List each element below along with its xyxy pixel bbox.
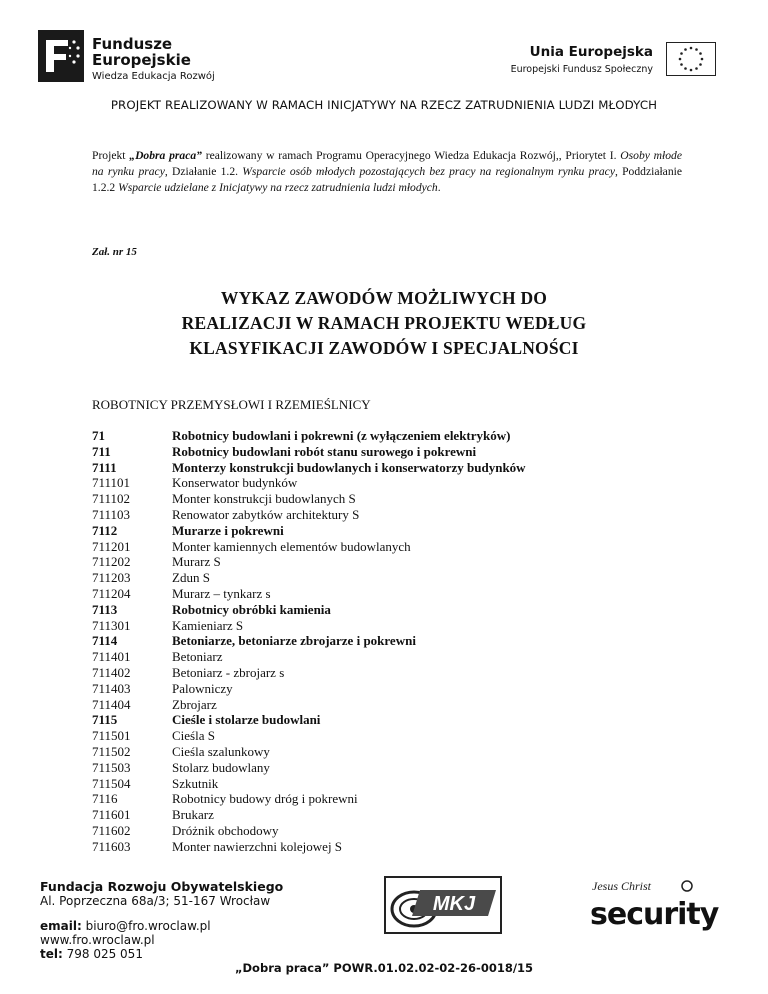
occupation-code: 7114 xyxy=(92,633,118,649)
project-name: „Dobra praca” xyxy=(129,149,202,162)
intro-text-6: , Poddziałanie 1.2.2 xyxy=(92,165,682,194)
occupation-row xyxy=(92,570,652,586)
occupation-row xyxy=(92,460,652,476)
occupation-code: 711501 xyxy=(92,728,131,744)
occupation-code: 7116 xyxy=(92,791,118,807)
occupation-name: Renowator zabytków architektury S xyxy=(172,506,360,522)
subaction-name: Wsparcie udzielane z Inicjatywy na rzecz zatrudnienia ludzi młodych xyxy=(118,181,438,194)
ue-line2: Europejski Fundusz Społeczny xyxy=(510,64,653,75)
occupation-name: Monter konstrukcji budowlanych S xyxy=(172,491,356,507)
occupation-name: Murarz S xyxy=(172,554,221,570)
occupation-code: 711204 xyxy=(92,585,131,601)
org-name: Fundacja Rozwoju Obywatelskiego xyxy=(40,879,284,894)
ue-line1: Unia Europejska xyxy=(529,44,653,60)
annex-number: Zał. nr 15 xyxy=(92,246,137,258)
occupation-code: 7113 xyxy=(92,601,118,617)
occupation-name: Betoniarz - zbrojarz s xyxy=(172,664,285,680)
occupation-row xyxy=(92,823,652,839)
occupation-row xyxy=(92,618,652,634)
occupation-code: 711602 xyxy=(92,822,131,838)
fro-contact-block xyxy=(40,880,283,961)
occupation-row xyxy=(92,491,652,507)
occupation-row xyxy=(92,760,652,776)
intro-text-4: , Działanie 1.2. xyxy=(164,165,243,178)
occupation-row xyxy=(92,728,652,744)
occupation-row xyxy=(92,791,652,807)
occupation-name: Palowniczy xyxy=(172,680,233,696)
mkj-logo-text: MKJ xyxy=(432,893,476,915)
occupation-code: 711401 xyxy=(92,649,131,665)
section-heading: ROBOTNICY PRZEMYSŁOWI I RZEMIEŚLNICY xyxy=(92,397,371,412)
occupation-name: Brukarz xyxy=(172,807,214,823)
occupation-row xyxy=(92,649,652,665)
intro-text-1: Projekt xyxy=(92,149,130,162)
occupation-row xyxy=(92,475,652,491)
occupation-name: Robotnicy budowlani i pokrewni (z wyłączeniem elektryków) xyxy=(172,428,511,443)
occupation-row xyxy=(92,697,652,713)
occupation-code: 7115 xyxy=(92,712,118,728)
occupation-row xyxy=(92,428,652,444)
occupation-name: Monter nawierzchni kolejowej S xyxy=(172,838,343,854)
occupation-name: Murarze i pokrewni xyxy=(172,522,284,538)
mkj-logo-icon xyxy=(384,876,502,934)
occupation-code: 711502 xyxy=(92,743,131,759)
occupation-name: Konserwator budynków xyxy=(172,475,298,491)
occupation-name: Robotnicy budowy dróg i pokrewni xyxy=(172,791,358,807)
occupation-name: Monter kamiennych elementów budowlanych xyxy=(172,538,411,554)
fundusze-europejskie-logo-icon xyxy=(38,30,84,82)
occupation-row xyxy=(92,523,652,539)
occupation-name: Cieśle i stolarze budowlani xyxy=(172,712,321,728)
occupation-row xyxy=(92,807,652,823)
occupation-name: Betoniarze, betoniarze zbrojarze i pokrewni xyxy=(172,633,416,649)
org-website: www.fro.wroclaw.pl xyxy=(40,933,155,947)
fe-line3: Wiedza Edukacja Rozwój xyxy=(92,71,215,82)
occupation-code: 711403 xyxy=(92,680,131,696)
tel-label: tel: xyxy=(40,947,63,961)
title-line-2: REALIZACJI W RAMACH PROJEKTU WEDŁUG xyxy=(181,313,587,333)
title-line-3: KLASYFIKACJI ZAWODÓW I SPECJALNOŚCI xyxy=(189,338,579,358)
occupation-row xyxy=(92,444,652,460)
occupation-code: 711203 xyxy=(92,570,131,586)
occupation-row xyxy=(92,681,652,697)
occupation-code: 711504 xyxy=(92,775,131,791)
occupation-row xyxy=(92,712,652,728)
jc-logo-top: Jesus Christ xyxy=(592,879,652,893)
occupation-name: Zdun S xyxy=(172,570,210,586)
occupation-code: 711102 xyxy=(92,491,131,507)
occupation-name: Robotnicy budowlani robót stanu surowego i pokrewni xyxy=(172,443,477,459)
occupation-name: Murarz – tynkarz s xyxy=(172,585,271,601)
jc-logo-main: security xyxy=(590,897,719,932)
org-tel-line xyxy=(40,947,283,961)
email-label: email: xyxy=(40,919,82,933)
occupation-code: 711301 xyxy=(92,617,131,633)
occupation-row xyxy=(92,633,652,649)
project-code: „Dobra praca” POWR.01.02.02-02-26-0018/15 xyxy=(234,961,534,975)
action-name: Wsparcie osób młodych pozostających bez pracy na regionalnym rynku pracy xyxy=(242,165,615,178)
occupation-row xyxy=(92,554,652,570)
occupation-name: Zbrojarz xyxy=(172,696,217,712)
occupation-list xyxy=(92,428,652,855)
jesus-christ-security-logo-icon xyxy=(586,876,726,932)
occupation-row xyxy=(92,839,652,855)
occupation-code: 711601 xyxy=(92,807,131,823)
intro-text-8: . xyxy=(437,181,441,194)
unia-europejska-wordmark xyxy=(511,44,653,76)
intro-text-2: realizowany w ramach Programu Operacyjnego Wiedza Edukacja Rozwój,, Priorytet I. xyxy=(201,149,621,162)
occupation-row xyxy=(92,665,652,681)
occupation-row xyxy=(92,586,652,602)
occupation-code: 711503 xyxy=(92,759,131,775)
eu-flag-icon xyxy=(666,42,716,76)
occupation-code: 711101 xyxy=(92,475,131,491)
fe-line1: Fundusze xyxy=(92,35,173,53)
occupation-name: Betoniarz xyxy=(172,649,223,665)
occupation-name: Cieśla S xyxy=(172,728,215,744)
fe-line2: Europejskie xyxy=(92,51,191,69)
occupation-row xyxy=(92,539,652,555)
occupation-name: Dróżnik obchodowy xyxy=(172,822,279,838)
org-email: biuro@fro.wroclaw.pl xyxy=(81,919,211,933)
occupation-row xyxy=(92,507,652,523)
occupation-code: 7111 xyxy=(92,459,117,475)
initiative-heading: PROJEKT REALIZOWANY W RAMACH INICJATYWY NA RZECZ ZATRUDNIENIA LUDZI MŁODYCH xyxy=(110,98,658,112)
document-title xyxy=(0,286,768,361)
occupation-code: 7112 xyxy=(92,522,118,538)
occupation-code: 711103 xyxy=(92,506,131,522)
occupation-code: 711404 xyxy=(92,696,131,712)
org-email-line xyxy=(40,919,283,933)
occupation-name: Stolarz budowlany xyxy=(172,759,270,775)
project-intro-paragraph xyxy=(92,148,682,196)
occupation-name: Cieśla szalunkowy xyxy=(172,743,270,759)
occupation-row xyxy=(92,602,652,618)
occupation-name: Monterzy konstrukcji budowlanych i konserwatorzy budynków xyxy=(172,459,526,475)
occupation-code: 711202 xyxy=(92,554,131,570)
occupation-code: 711 xyxy=(92,443,111,459)
occupation-code: 711402 xyxy=(92,664,131,680)
org-address: Al. Poprzeczna 68a/3; 51-167 Wrocław xyxy=(40,894,271,908)
org-tel: 798 025 051 xyxy=(62,947,143,961)
occupation-code: 71 xyxy=(92,428,105,443)
occupation-code: 711201 xyxy=(92,538,131,554)
priority-name: Osoby młode na rynku pracy xyxy=(92,149,683,178)
fundusze-europejskie-wordmark xyxy=(92,36,215,84)
title-line-1: WYKAZ ZAWODÓW MOŻLIWYCH DO xyxy=(220,288,548,308)
occupation-row xyxy=(92,776,652,792)
occupation-name: Robotnicy obróbki kamienia xyxy=(172,601,331,617)
occupation-code: 711603 xyxy=(92,838,131,854)
occupation-name: Kamieniarz S xyxy=(172,617,244,633)
occupation-name: Szkutnik xyxy=(172,775,219,791)
occupation-row xyxy=(92,744,652,760)
